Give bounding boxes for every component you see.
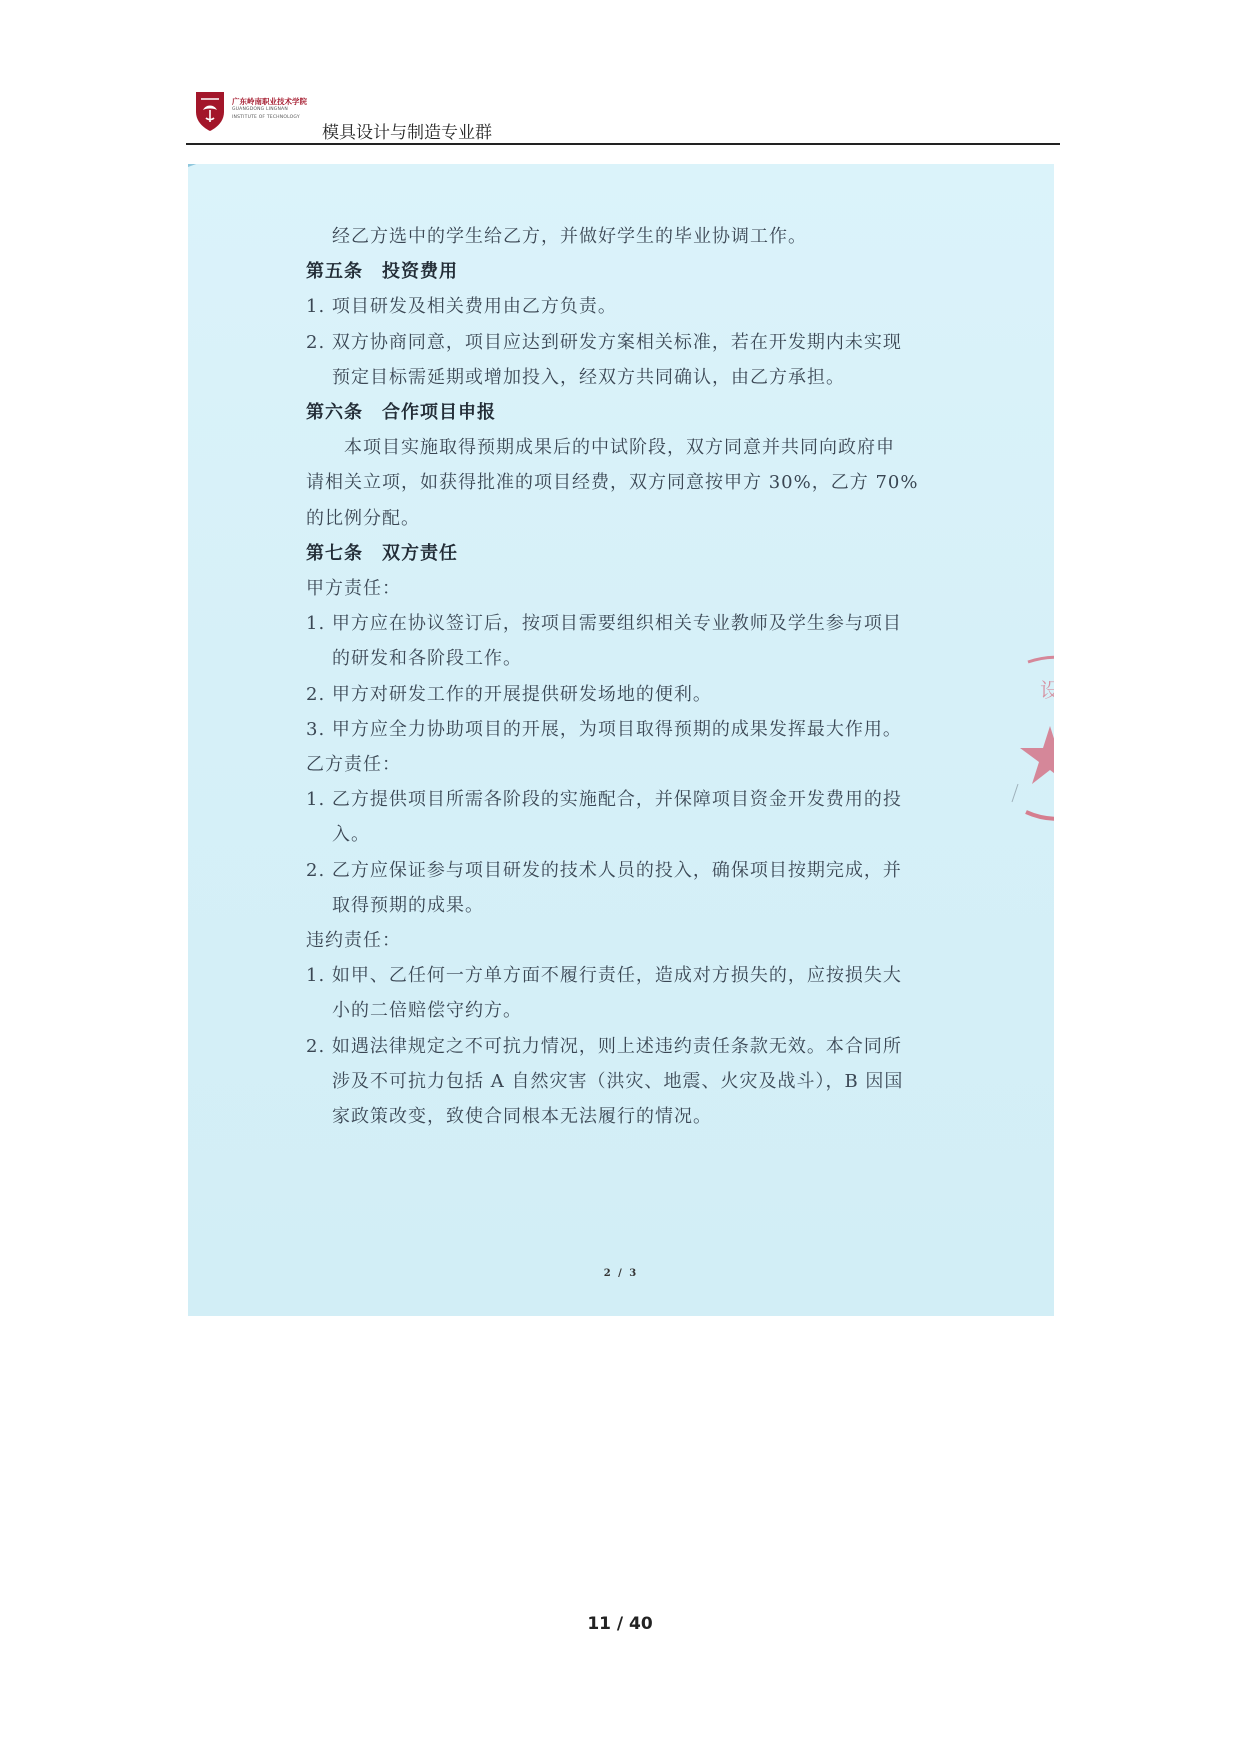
text-line: 请相关立项，如获得批准的项目经费，双方同意按甲方 30%，乙方 70% [306, 472, 919, 494]
scan-edge-mark [188, 164, 210, 181]
page-number: 11 / 40 [587, 1614, 653, 1634]
text-line: 2. 双方协商同意，项目应达到研发方案相关标准，若在开发期内未实现 [306, 331, 902, 353]
school-name-cn: 广东岭南职业技术学院 [232, 97, 307, 106]
text-line: 本项目实施取得预期成果后的中试阶段，双方同意并共同向政府申 [344, 437, 895, 459]
text-line: 入。 [332, 824, 370, 846]
text-line: 经乙方选中的学生给乙方，并做好学生的毕业协调工作。 [332, 226, 807, 247]
text-line: 取得预期的成果。 [332, 894, 484, 916]
school-name-en-2: INSTITUTE OF TECHNOLOGY [232, 115, 300, 120]
school-name-en-1: GUANGDONG LINGNAN [232, 107, 288, 112]
school-name [232, 98, 307, 122]
text-line: 甲方责任： [306, 578, 401, 599]
page-header [186, 88, 1060, 146]
text-line: 1. 如甲、乙任何一方单方面不履行责任，造成对方损失的，应按损失大 [306, 965, 902, 987]
group-title: 模具设计与制造专业群 [322, 123, 492, 143]
section-heading: 第五条 投资费用 [306, 261, 458, 283]
text-line: 乙方责任： [306, 754, 401, 775]
text-line: 1. 乙方提供项目所需各阶段的实施配合，并保障项目资金开发费用的投 [306, 789, 902, 811]
text-line: 的比例分配。 [306, 507, 420, 529]
text-line: 2. 乙方应保证参与项目研发的技术人员的投入，确保项目按期完成，并 [306, 859, 902, 881]
scanned-contract-page [188, 164, 1079, 1316]
text-line: 的研发和各阶段工作。 [332, 648, 522, 670]
school-logo-icon [194, 90, 226, 132]
scan-page-label: 2 / 3 [603, 1268, 639, 1279]
text-line: 家政策改变，致使合同根本无法履行的情况。 [332, 1106, 712, 1127]
text-line: 预定目标需延期或增加投入，经双方共同确认，由乙方承担。 [332, 366, 845, 388]
section-heading: 第七条 双方责任 [306, 542, 458, 564]
header-divider [186, 143, 1060, 145]
text-line: 2. 甲方对研发工作的开展提供研发场地的便利。 [306, 683, 712, 705]
text-line: 1. 甲方应在协议签订后，按项目需要组织相关专业教师及学生参与项目 [306, 613, 902, 635]
text-line: 1. 项目研发及相关费用由乙方负责。 [306, 296, 617, 318]
red-seal-stamp-icon: 设 备 [1008, 652, 1054, 832]
svg-text:设: 设 [1040, 678, 1060, 702]
text-line: 3. 甲方应全力协助项目的开展，为项目取得预期的成果发挥最大作用。 [306, 718, 902, 740]
text-line: 2. 如遇法律规定之不可抗力情况，则上述违约责任条款无效。本合同所 [306, 1035, 902, 1057]
section-heading: 第六条 合作项目申报 [306, 402, 496, 423]
text-line: 涉及不可抗力包括 A 自然灾害（洪灾、地震、火灾及战斗），B 因国 [332, 1070, 904, 1092]
text-line: 小的二倍赔偿守约方。 [332, 1000, 522, 1022]
text-line: 违约责任： [306, 930, 401, 951]
